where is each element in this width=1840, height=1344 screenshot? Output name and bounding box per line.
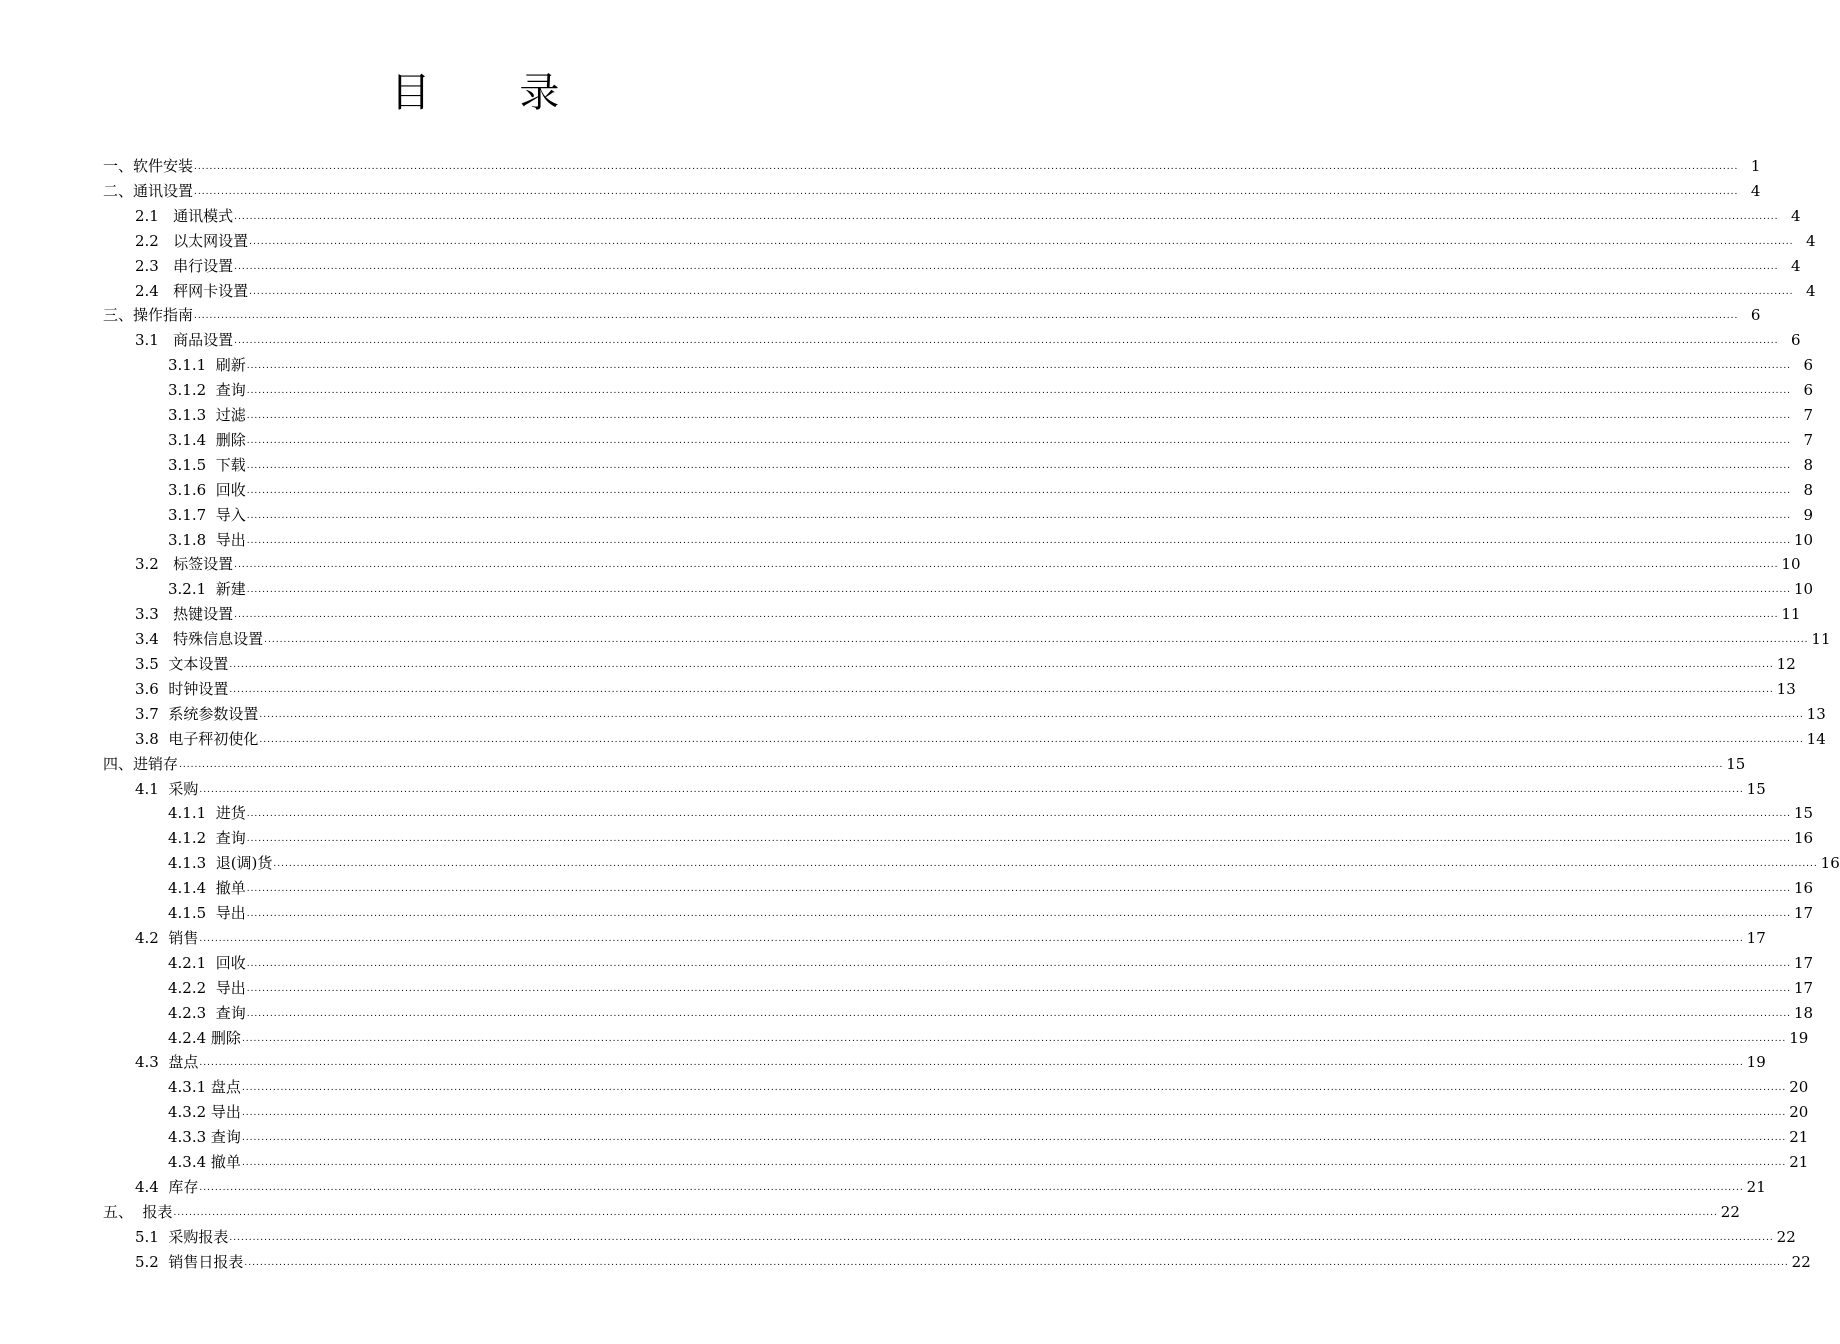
toc-entry-page: 4: [1805, 281, 1816, 300]
toc-leader-dots: ................................................................................................................................................................................................................................................................................................................................................................................................................: [194, 186, 1739, 197]
toc-entry[interactable]: [168, 1071, 1809, 1097]
toc-entry-label: 4.2.3 查询: [168, 1003, 246, 1022]
toc-leader-dots: ................................................................................................................................................................................................................................................................................................................................................................................................................: [234, 610, 1779, 621]
toc-leader-dots: ................................................................................................................................................................................................................................................................................................................................................................................................................: [264, 635, 1809, 646]
toc-entry-page: 4: [1750, 181, 1761, 200]
toc-entry-label: 3.1.7 导入: [168, 505, 246, 524]
toc-entry-page: 22: [1791, 1252, 1811, 1271]
toc-entry-label: 三、操作指南: [103, 306, 194, 325]
toc-entry-label: 4.1.4 撤单: [168, 879, 246, 898]
toc-entry[interactable]: [135, 598, 1801, 624]
toc-entry-label: 四、进销存: [103, 754, 179, 773]
toc-entry[interactable]: [168, 822, 1814, 848]
toc-entry[interactable]: [168, 797, 1814, 823]
toc-entry-page: 22: [1720, 1202, 1740, 1221]
toc-leader-dots: ................................................................................................................................................................................................................................................................................................................................................................................................................: [246, 983, 1792, 994]
toc-entry-page: 17: [1746, 928, 1766, 947]
toc-entry-page: 8: [1803, 480, 1814, 499]
toc-entry-page: 20: [1789, 1103, 1809, 1122]
toc-entry[interactable]: [168, 1022, 1809, 1047]
toc-entry[interactable]: [168, 349, 1814, 375]
toc-entry-page: 6: [1803, 356, 1814, 375]
toc-entry[interactable]: [135, 1046, 1766, 1072]
toc-leader-dots: ................................................................................................................................................................................................................................................................................................................................................................................................................: [179, 759, 1724, 770]
toc-entry-label: 4.1.5 导出: [168, 904, 246, 922]
toc-entry-label: 4.2.2 导出: [168, 978, 246, 997]
toc-leader-dots: ................................................................................................................................................................................................................................................................................................................................................................................................................: [229, 684, 1774, 695]
toc-entry-label: 4.3.1 盘点: [168, 1078, 241, 1097]
toc-leader-dots: ................................................................................................................................................................................................................................................................................................................................................................................................................: [246, 1008, 1792, 1019]
toc-entry-label: 5.1 采购报表: [135, 1227, 229, 1246]
toc-leader-dots: ................................................................................................................................................................................................................................................................................................................................................................................................................: [246, 535, 1792, 546]
toc-entry[interactable]: [135, 623, 1831, 649]
toc-leader-dots: ................................................................................................................................................................................................................................................................................................................................................................................................................: [246, 585, 1792, 596]
toc-entry-page: 6: [1790, 331, 1801, 350]
toc-entry-page: 15: [1746, 779, 1766, 798]
toc-entry-page: 11: [1781, 605, 1801, 624]
toc-entry-page: 7: [1803, 406, 1814, 424]
toc-entry-label: 3.2 标签设置: [135, 555, 234, 574]
toc-entry-page: 19: [1789, 1028, 1809, 1047]
toc-entry-label: 4.2.4 删除: [168, 1028, 241, 1047]
toc-entry-page: 11: [1811, 630, 1831, 649]
toc-entry-label: 3.8 电子秤初使化: [135, 729, 259, 748]
toc-entry[interactable]: [135, 922, 1766, 947]
toc-entry-label: 4.3 盘点: [135, 1053, 199, 1072]
toc-leader-dots: ................................................................................................................................................................................................................................................................................................................................................................................................................: [246, 510, 1792, 521]
toc-leader-dots: ................................................................................................................................................................................................................................................................................................................................................................................................................: [246, 485, 1792, 496]
toc-leader-dots: ................................................................................................................................................................................................................................................................................................................................................................................................................: [246, 834, 1792, 845]
toc-entry-label: 4.3.4 撤单: [168, 1153, 241, 1171]
toc-entry[interactable]: [135, 723, 1826, 748]
toc-entry-label: 3.5 文本设置: [135, 655, 229, 673]
toc-entry[interactable]: [135, 250, 1801, 275]
toc-entry-page: 17: [1793, 953, 1814, 972]
toc-entry-label: 3.1.4 删除: [168, 430, 246, 449]
toc-leader-dots: ................................................................................................................................................................................................................................................................................................................................................................................................................: [241, 1108, 1787, 1119]
toc-entry-label: 3.1.1 刷新: [168, 356, 246, 375]
toc-entry-label: 4.4 库存: [135, 1177, 199, 1196]
toc-entry-page: 10: [1793, 530, 1814, 549]
toc-leader-dots: ................................................................................................................................................................................................................................................................................................................................................................................................................: [249, 286, 1794, 297]
toc-entry-page: 13: [1776, 679, 1796, 698]
toc-entry-page: 20: [1789, 1078, 1809, 1097]
toc-entry[interactable]: [135, 648, 1796, 673]
toc-leader-dots: ................................................................................................................................................................................................................................................................................................................................................................................................................: [199, 933, 1744, 944]
toc-leader-dots: ................................................................................................................................................................................................................................................................................................................................................................................................................: [246, 884, 1792, 895]
toc-entry-label: 5.2 销售日报表: [135, 1252, 244, 1271]
toc-leader-dots: ................................................................................................................................................................................................................................................................................................................................................................................................................: [246, 435, 1792, 446]
toc-leader-dots: ................................................................................................................................................................................................................................................................................................................................................................................................................: [246, 411, 1792, 421]
toc-leader-dots: ................................................................................................................................................................................................................................................................................................................................................................................................................: [199, 1058, 1744, 1069]
toc-entry[interactable]: [135, 548, 1801, 574]
toc-entry-label: 2.4 秤网卡设置: [135, 281, 249, 300]
toc-entry[interactable]: [168, 524, 1814, 549]
toc-entry[interactable]: [103, 299, 1761, 325]
toc-entry[interactable]: [168, 997, 1814, 1022]
toc-entry-page: 1: [1750, 157, 1761, 175]
toc-entry-page: 6: [1803, 381, 1814, 400]
toc-entry-label: 2.2 以太网设置: [135, 231, 249, 250]
toc-entry-page: 16: [1820, 854, 1840, 873]
toc-entry-label: 3.6 时钟设置: [135, 679, 229, 698]
toc-entry-page: 22: [1776, 1227, 1796, 1246]
toc-entry-label: 3.3 热键设置: [135, 605, 234, 624]
toc-entry-label: 3.1.3 过滤: [168, 406, 246, 424]
toc-entry[interactable]: [168, 872, 1814, 898]
toc-entry-page: 21: [1746, 1177, 1766, 1196]
toc-leader-dots: ................................................................................................................................................................................................................................................................................................................................................................................................................: [199, 784, 1744, 795]
toc-leader-dots: ................................................................................................................................................................................................................................................................................................................................................................................................................: [241, 1158, 1787, 1168]
toc-entry-label: 2.3 串行设置: [135, 256, 234, 275]
toc-entry[interactable]: [135, 225, 1816, 250]
toc-leader-dots: ................................................................................................................................................................................................................................................................................................................................................................................................................: [241, 1083, 1787, 1094]
toc-leader-dots: ................................................................................................................................................................................................................................................................................................................................................................................................................: [246, 386, 1792, 397]
toc-entry-label: 4.1.3 退(调)货: [168, 854, 273, 873]
toc-entry[interactable]: [168, 499, 1814, 524]
toc-entry-page: 17: [1793, 978, 1814, 997]
toc-entry[interactable]: [135, 673, 1796, 698]
toc-entry-page: 19: [1746, 1053, 1766, 1072]
toc-leader-dots: ................................................................................................................................................................................................................................................................................................................................................................................................................: [234, 261, 1779, 272]
toc-entry-page: 9: [1803, 505, 1814, 524]
toc-entry-label: 3.2.1 新建: [168, 580, 246, 599]
toc-entry[interactable]: [168, 897, 1814, 922]
toc-leader-dots: ................................................................................................................................................................................................................................................................................................................................................................................................................: [241, 1033, 1787, 1044]
toc-entry-page: 12: [1776, 655, 1796, 673]
toc-entry-page: 7: [1803, 430, 1814, 449]
toc-entry-label: 3.7 系统参数设置: [135, 704, 259, 723]
toc-entry[interactable]: [135, 698, 1826, 723]
toc-entry-label: 3.1.6 回收: [168, 480, 246, 499]
toc-entry[interactable]: [135, 1246, 1811, 1271]
toc-entry[interactable]: [103, 175, 1761, 200]
toc-entry[interactable]: [168, 972, 1814, 997]
toc-leader-dots: ................................................................................................................................................................................................................................................................................................................................................................................................................: [229, 660, 1774, 670]
toc-entry-label: 五、 报表: [103, 1202, 173, 1221]
toc-entry[interactable]: [168, 449, 1814, 474]
toc-entry-page: 6: [1750, 306, 1761, 325]
toc-entry[interactable]: [135, 773, 1766, 798]
toc-entry[interactable]: [168, 374, 1814, 400]
toc-entry-page: 10: [1781, 555, 1801, 574]
toc-entry[interactable]: [135, 1171, 1766, 1196]
toc-leader-dots: ................................................................................................................................................................................................................................................................................................................................................................................................................: [173, 1207, 1718, 1218]
toc-entry-label: 一、软件安装: [103, 157, 194, 175]
toc-leader-dots: ................................................................................................................................................................................................................................................................................................................................................................................................................: [273, 859, 1818, 870]
toc-entry[interactable]: [135, 324, 1801, 350]
toc-entry-page: 4: [1805, 231, 1816, 250]
toc-leader-dots: ................................................................................................................................................................................................................................................................................................................................................................................................................: [246, 361, 1792, 372]
toc-entry[interactable]: [135, 1221, 1796, 1246]
toc-entry-label: 4.2 销售: [135, 928, 199, 947]
toc-leader-dots: ................................................................................................................................................................................................................................................................................................................................................................................................................: [246, 809, 1792, 820]
toc-entry-label: 4.3.2 导出: [168, 1103, 241, 1122]
toc-entry-label: 3.1 商品设置: [135, 331, 234, 350]
toc-entry-page: 17: [1793, 904, 1814, 922]
toc-leader-dots: ................................................................................................................................................................................................................................................................................................................................................................................................................: [244, 1257, 1789, 1268]
toc-entry-label: 4.3.3 查询: [168, 1128, 241, 1147]
toc-leader-dots: ................................................................................................................................................................................................................................................................................................................................................................................................................: [234, 336, 1779, 347]
toc-title: 目 录: [390, 70, 598, 116]
toc-entry[interactable]: [135, 200, 1801, 225]
toc-leader-dots: ................................................................................................................................................................................................................................................................................................................................................................................................................: [194, 162, 1739, 172]
toc-entry-page: 18: [1793, 1003, 1814, 1022]
toc-entry[interactable]: [168, 573, 1814, 599]
toc-leader-dots: ................................................................................................................................................................................................................................................................................................................................................................................................................: [241, 1133, 1787, 1144]
toc-entry-page: 10: [1793, 580, 1814, 599]
toc-entry[interactable]: [168, 1121, 1809, 1147]
toc-entry[interactable]: [103, 1196, 1740, 1221]
toc-entry-label: 4.1.1 进货: [168, 804, 246, 823]
toc-entry-label: 3.1.2 查询: [168, 381, 246, 400]
toc-entry[interactable]: [168, 847, 1840, 873]
toc-entry-page: 13: [1806, 704, 1826, 723]
toc-leader-dots: ................................................................................................................................................................................................................................................................................................................................................................................................................: [234, 211, 1779, 222]
toc-leader-dots: ................................................................................................................................................................................................................................................................................................................................................................................................................: [246, 460, 1792, 471]
toc-entry[interactable]: [103, 748, 1746, 773]
toc-leader-dots: ................................................................................................................................................................................................................................................................................................................................................................................................................: [246, 909, 1792, 919]
toc-entry[interactable]: [168, 424, 1814, 449]
toc-leader-dots: ................................................................................................................................................................................................................................................................................................................................................................................................................: [199, 1182, 1744, 1193]
toc-entry-label: 4.1 采购: [135, 779, 199, 798]
toc-entry-label: 二、通讯设置: [103, 181, 194, 200]
toc-leader-dots: ................................................................................................................................................................................................................................................................................................................................................................................................................: [259, 734, 1804, 745]
toc-entry[interactable]: [168, 1146, 1809, 1171]
toc-entry-label: 3.1.8 导出: [168, 530, 246, 549]
toc-entry-page: 21: [1789, 1128, 1809, 1147]
toc-entry[interactable]: [168, 947, 1814, 972]
toc-entry-label: 3.4 特殊信息设置: [135, 630, 264, 649]
toc-leader-dots: ................................................................................................................................................................................................................................................................................................................................................................................................................: [249, 236, 1794, 247]
toc-entry-page: 16: [1793, 879, 1814, 898]
toc-entry-label: 3.1.5 下载: [168, 455, 246, 474]
toc-entry-page: 14: [1806, 729, 1826, 748]
toc-entry-page: 4: [1790, 206, 1801, 225]
toc-entry-label: 4.1.2 查询: [168, 829, 246, 848]
toc-leader-dots: ................................................................................................................................................................................................................................................................................................................................................................................................................: [246, 958, 1792, 969]
toc-leader-dots: ................................................................................................................................................................................................................................................................................................................................................................................................................: [234, 560, 1779, 571]
toc-entry-label: 4.2.1 回收: [168, 953, 246, 972]
toc-entry[interactable]: [168, 399, 1814, 424]
toc-entry[interactable]: [103, 150, 1761, 175]
toc-entry-label: 2.1 通讯模式: [135, 206, 234, 225]
toc-entry-page: 21: [1789, 1153, 1809, 1171]
toc-entry[interactable]: [168, 474, 1814, 499]
toc-entry-page: 15: [1793, 804, 1814, 823]
toc-entry[interactable]: [135, 275, 1816, 300]
toc-entry-page: 16: [1793, 829, 1814, 848]
toc-entry-page: 15: [1726, 754, 1746, 773]
toc-entry-page: 8: [1803, 455, 1814, 474]
toc-entry[interactable]: [168, 1096, 1809, 1122]
toc-entry-page: 4: [1790, 256, 1801, 275]
toc-leader-dots: ................................................................................................................................................................................................................................................................................................................................................................................................................: [229, 1232, 1774, 1243]
toc-leader-dots: ................................................................................................................................................................................................................................................................................................................................................................................................................: [194, 311, 1739, 322]
toc-leader-dots: ................................................................................................................................................................................................................................................................................................................................................................................................................: [259, 709, 1804, 720]
